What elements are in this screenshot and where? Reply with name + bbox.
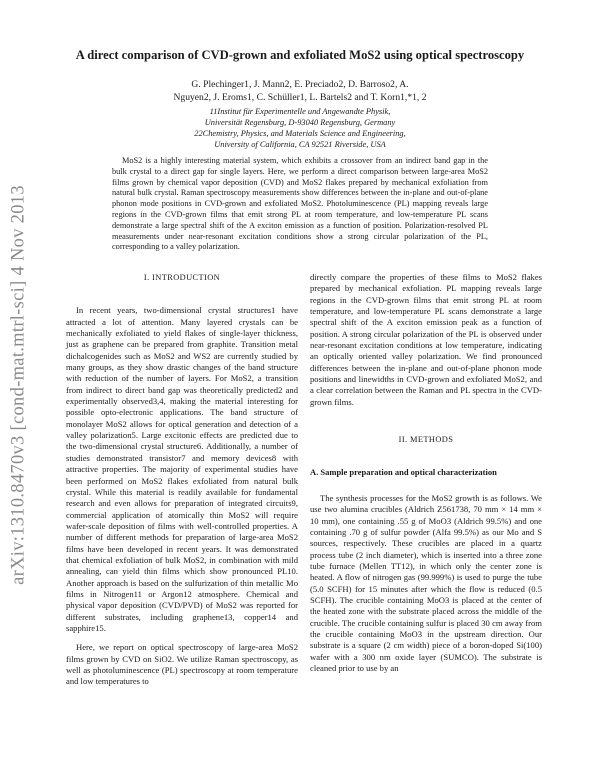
left-column [66, 272, 298, 688]
section-heading-introduction: I. INTRODUCTION [143, 273, 221, 282]
section-heading-methods: II. METHODS [398, 435, 454, 445]
methods-paragraph-1: The synthesis processes for the MoS2 growth is as follows. We use two alumina crucibles (Aldrich Z561738, 70 mm × 14 mm × 10 mm), one containing .55 g of MoO3 (Aldrich 99.5%) and one containing .70 g of sulfur powder (Alfa 99.5%) as our Mo and S sources, respectively. These crucibles are placed in a quartz process tube (2 inch diameter), which is inserted into a three zone tube furnace (Mellen TT12), in which only the center zone is heated. A flow of nitrogen gas (99.999%) is used to purge the tube (5.0 SCFH) for 15 minutes after which the flow is reduced (0.5 SCFH). The crucible containing MoO3 is placed at the center of the heated zone with the substrate placed across the middle of the crucible. The crucible containing sulfur is placed 30 cm away from the crucible containing MoO3 in the upstream direction. Our substrate is a square (2 cm width) piece of a boron-doped Si(100) wafer with a 300 nm oxide layer (SUMCO). The substrate is cleaned prior to use by an [310, 492, 542, 673]
right-column [310, 272, 542, 674]
intro-paragraph-3: directly compare the properties of these films to MoS2 flakes prepared by mechanical exfoliation. PL mapping reveals large regions in the CVD-grown films that emit strong PL at room temperature, and low-temperature PL scans demonstrate a large spectral shift of the A exciton emission peak as a function of position. A strong circular polarization of the PL is observed under near-resonant excitation conditions at low temperature, indicating an optically oriented valley polarization. We find pronounced differences between the in-plane and out-of-plane phonon mode positions and linewidths in CVD-grown and exfoliated MoS2, and a clear correlation between the Raman and PL spectra in the CVD-grown films. [310, 272, 542, 407]
affiliation-line-4: University of California, CA 92521 Riverside, USA [214, 140, 386, 149]
authors-line-1: G. Plechinger1, J. Mann2, E. Preciado2, D. Barroso2, A. [191, 79, 409, 90]
arxiv-identifier: arXiv:1310.8470v3 [cond-mat.mtrl-sci] 4 Nov 2013 [8, 185, 29, 585]
author-list [120, 78, 480, 104]
paper-title: A direct comparison of CVD-grown and exfoliated MoS2 using optical spectroscopy [75, 48, 525, 62]
affiliation-line-2: Universität Regensburg, D-93040 Regensburg, Germany [204, 118, 396, 127]
intro-paragraph-2: Here, we report on optical spectroscopy of large-area MoS2 films grown by CVD on SiO2. We utilize Raman spectroscopy, as well as photoluminescence (PL) spectroscopy at room temperature and low temperatures to [66, 642, 298, 687]
intro-paragraph-1: In recent years, two-dimensional crystal structures1 have attracted a lot of attention. Many layered crystals can be mechanically exfoliated to yield flakes of single-layer thickness, just as graphene can be prepared from graphite. Transition metal dichalcogenides such as MoS2 and WS2 are currently studied by many groups, as they show drastic changes of the band structure with reduction of the number of layers. For MoS2, a transition from indirect to direct band gap was theoretically predicted2 and experimentally observed3,4, making the material interesting for possible opto-electronic applications. The band structure of monolayer MoS2 allows for optical generation and detection of a valley polarization5. Large excitonic effects are predicted due to the two-dimensional crystal structure6. Additionally, a number of studies demonstrated transistor7 and memory devices8 with attractive properties. The majority of experimental studies have been performed on MoS2 flakes exfoliated from natural bulk crystal. While this material is readily available for fundamental research and even allows for preparation of integrated circuits9, commercial application of atomically thin MoS2 will require wafer-scale deposition of films with well-controlled properties. A number of different methods for preparation of large-area MoS2 films have been developed in recent years. It was demonstrated that chemical exfoliation of bulk MoS2, in combination with mild annealing, can yield thin films which show pronounced PL10. Another approach is based on the sulfurization of thin metallic Mo films in Nitrogen11 or Argon12 atmosphere. Chemical and physical vapor deposition (CVD/PVD) of MoS2 was reported for different substrates, including graphene13, copper14 and sapphire15. [66, 305, 298, 633]
affiliations [110, 106, 490, 150]
authors-line-2: Nguyen2, J. Eroms1, C. Schüller1, L. Bartels2 and T. Korn1,*1, 2 [173, 92, 427, 103]
subsection-heading-sample-preparation: A. Sample preparation and optical characterization [310, 467, 497, 478]
affiliation-line-3: 22Chemistry, Physics, and Materials Science and Engineering, [194, 129, 406, 138]
abstract: MoS2 is a highly interesting material system, which exhibits a crossover from an indirect band gap in the bulk crystal to a direct gap for single layers. Here, we perform a direct comparison between large-area MoS2 films grown by chemical vapor deposition (CVD) and MoS2 flakes prepared by mechanical exfoliation from natural bulk crystal. Raman spectroscopy measurements show differences between the in-plane and out-of-plane phonon mode positions in CVD-grown and exfoliated MoS2. Photoluminescence (PL) mapping reveals large regions in the CVD-grown films that emit strong PL at room temperature, and low-temperature PL scans demonstrate a large spectral shift of the A exciton emission as a function of position. Polarization-resolved PL measurements under near-resonant excitation conditions show a strong circular polarization of the PL, corresponding to a valley polarization. [112, 156, 488, 252]
arxiv-sidebar [6, 150, 32, 620]
affiliation-line-1: 11Institut für Experimentelle und Angewandte Physik, [209, 107, 391, 116]
